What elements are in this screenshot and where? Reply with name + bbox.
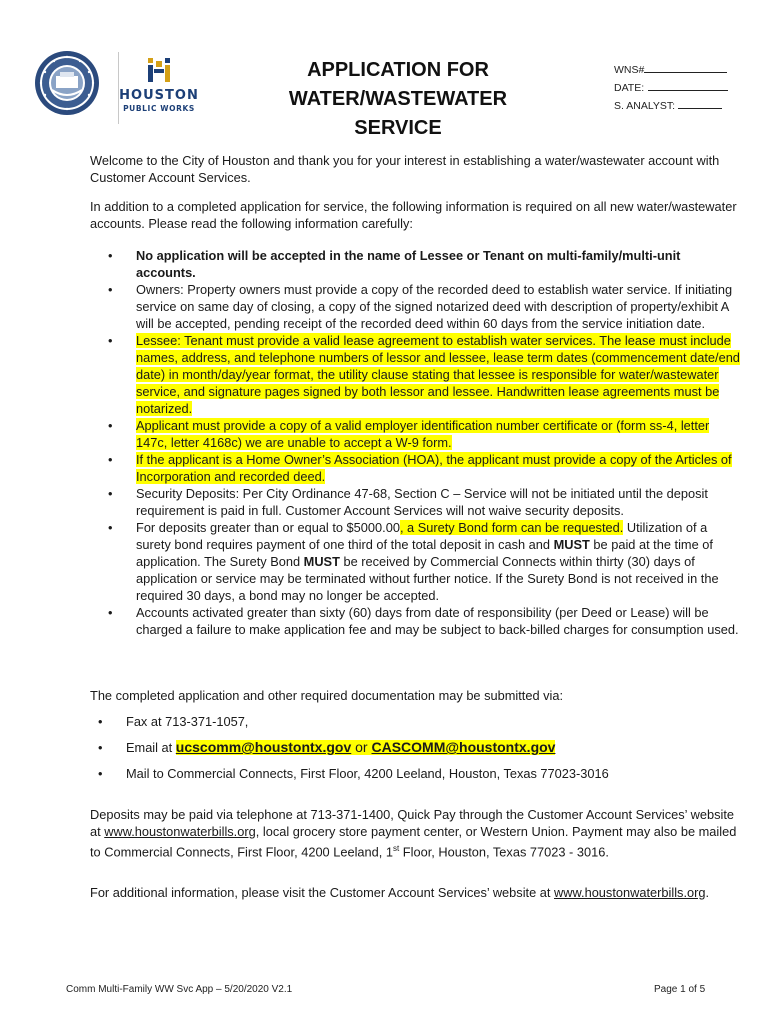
list-item-text: Owners: Property owners must provide a copy of the recorded deed to establish water service. If initiating service on same day of closing, a copy of the signed notarized deed with description of property/exhibit A will be accepted, pending receipt of the recorded deed within 60 days from the service initiation date.	[136, 282, 733, 331]
email-or-text: or	[351, 739, 372, 755]
requirements-intro-paragraph: In addition to a completed application for service, the following information is required on all new water/wastewater accounts. Please read the following information carefully:	[90, 199, 737, 231]
bullet-icon: •	[108, 452, 113, 467]
list-item	[108, 519, 742, 604]
list-item	[108, 281, 742, 332]
bullet-icon: •	[108, 486, 113, 501]
h-logo-icon	[146, 56, 172, 84]
bullet-icon: •	[108, 282, 113, 297]
list-item-text: Security Deposits: Per City Ordinance 47-68, Section C – Service will not be initiated until the deposit requirement is paid in full. Customer Account Services will not waive security deposits.	[136, 486, 708, 518]
date-label: DATE:	[614, 82, 645, 94]
submission-methods-list	[98, 713, 742, 782]
office-use-fields	[614, 61, 744, 115]
title-line-1: APPLICATION FOR	[307, 59, 489, 81]
mail-text: Mail to Commercial Connects, First Floor, 4200 Leeland, Houston, Texas 77023-3016	[126, 766, 609, 781]
submission-intro: The completed application and other required documentation may be submitted via:	[90, 688, 564, 703]
deposits-text: , local grocery store payment center, or Western Union. Payment may also be mailed to Commercial Connects, First Floor, 4200 Leeland, 1	[90, 824, 737, 860]
bullet-icon: •	[108, 248, 113, 263]
analyst-blank	[678, 98, 722, 109]
email-link-cascomm[interactable]: CASCOMM@houstontx.gov	[371, 739, 556, 755]
bullet-icon: •	[108, 333, 113, 348]
website-link[interactable]: www.houstonwaterbills.org	[554, 885, 706, 900]
requirements-list	[108, 247, 742, 638]
analyst-field	[614, 97, 744, 115]
list-item-fax	[98, 713, 742, 730]
deposits-text: Deposits may be paid via telephone at 713-371-1400, Quick Pay through the Customer Account Services’ website at	[90, 807, 734, 839]
list-item-email	[98, 739, 742, 756]
date-field	[614, 79, 744, 97]
wns-label: WNS#	[614, 64, 645, 76]
list-item-text: If the applicant is a Home Owner’s Association (HOA), the applicant must provide a copy of the Articles of Incorporation and recorded deed.	[136, 452, 732, 484]
wns-field	[614, 61, 744, 79]
list-item	[108, 485, 742, 519]
welcome-paragraph: Welcome to the City of Houston and thank you for your interest in establishing a water/wastewater account with Customer Account Services.	[90, 153, 720, 185]
footer-page-number: Page 1 of 5	[654, 984, 706, 995]
bullet-icon: •	[108, 605, 113, 620]
title-line-3: SERVICE	[354, 117, 442, 139]
bullet-icon: •	[108, 418, 113, 433]
list-item	[108, 247, 742, 281]
list-item	[108, 451, 742, 485]
must-text: MUST	[553, 537, 590, 552]
list-item-text: Accounts activated greater than sixty (60) days from date of responsibility (per Deed or Lease) will be charged a failure to make application fee and may be subject to back-billed charges for consumption used.	[136, 605, 739, 637]
logo-public-works-text: PUBLIC WORKS	[123, 104, 195, 113]
page-title	[240, 56, 556, 143]
fax-text: Fax at 713-371-1057,	[126, 714, 249, 729]
list-item-mail	[98, 765, 742, 782]
surety-bond-highlight: , a Surety Bond form can be requested.	[399, 520, 624, 535]
list-item-text: Applicant must provide a copy of a valid employer identification number certificate or (form ss-4, letter 147c, letter 4168c) we are unable to accept a W-9 form.	[136, 418, 710, 450]
list-item	[108, 604, 742, 638]
additional-info-text: For additional information, please visit the Customer Account Services’ website at	[90, 885, 554, 900]
title-line-2: WATER/WASTEWATER	[288, 88, 508, 110]
email-prefix: Email at	[126, 740, 176, 755]
list-item-text: For deposits greater than or equal to $5000.00	[136, 520, 400, 535]
list-item-text: Lessee: Tenant must provide a valid lease agreement to establish water services. The lease must include names, address, and telephone numbers of lessor and lessee, lease term dates (commencement date/end date) in month/day/year format, the utility clause stating that lessee is responsible for water/wastewater service, and signature pages signed by both lessor and lessee. Handwritten lease agreements must be notarized.	[136, 333, 740, 416]
list-item-text: be paid at the time of application. The Surety Bond	[136, 537, 713, 569]
deposits-text: Floor, Houston, Texas 77023 - 3016.	[399, 844, 609, 860]
wns-blank	[644, 62, 727, 73]
city-seal-icon	[34, 50, 100, 116]
date-blank	[648, 80, 728, 91]
bullet-icon: •	[98, 714, 103, 729]
houston-public-works-logo	[118, 56, 200, 120]
footer-version: Comm Multi-Family WW Svc App – 5/20/2020 V2.1	[66, 984, 293, 995]
ordinal-sup: st	[393, 844, 400, 853]
list-item	[108, 417, 742, 451]
bullet-icon: •	[98, 766, 103, 781]
list-item-text: No application will be accepted in the name of Lessee or Tenant on multi-family/multi-unit accounts.	[136, 248, 681, 280]
additional-info-paragraph	[90, 884, 742, 901]
bullet-icon: •	[98, 740, 103, 755]
logo-houston-text: HOUSTON	[119, 88, 199, 103]
bullet-icon: •	[108, 520, 113, 535]
deposits-paragraph	[90, 806, 742, 860]
must-text: MUST	[303, 554, 340, 569]
list-item	[108, 332, 742, 417]
website-link[interactable]: www.houstonwaterbills.org	[104, 824, 256, 839]
email-link-ucscomm[interactable]: ucscomm@houstontx.gov	[175, 739, 352, 755]
list-item-text: Utilization of a surety bond requires payment of one third of the total deposit in cash and	[136, 520, 708, 552]
list-item-text: be received by Commercial Connects within thirty (30) days of application or service may be terminated without further notice. If the Surety Bond is not received in the required 30 days, a bond may no longer be accepted.	[136, 554, 719, 603]
additional-info-text: .	[705, 885, 710, 900]
analyst-label: S. ANALYST:	[614, 100, 676, 112]
